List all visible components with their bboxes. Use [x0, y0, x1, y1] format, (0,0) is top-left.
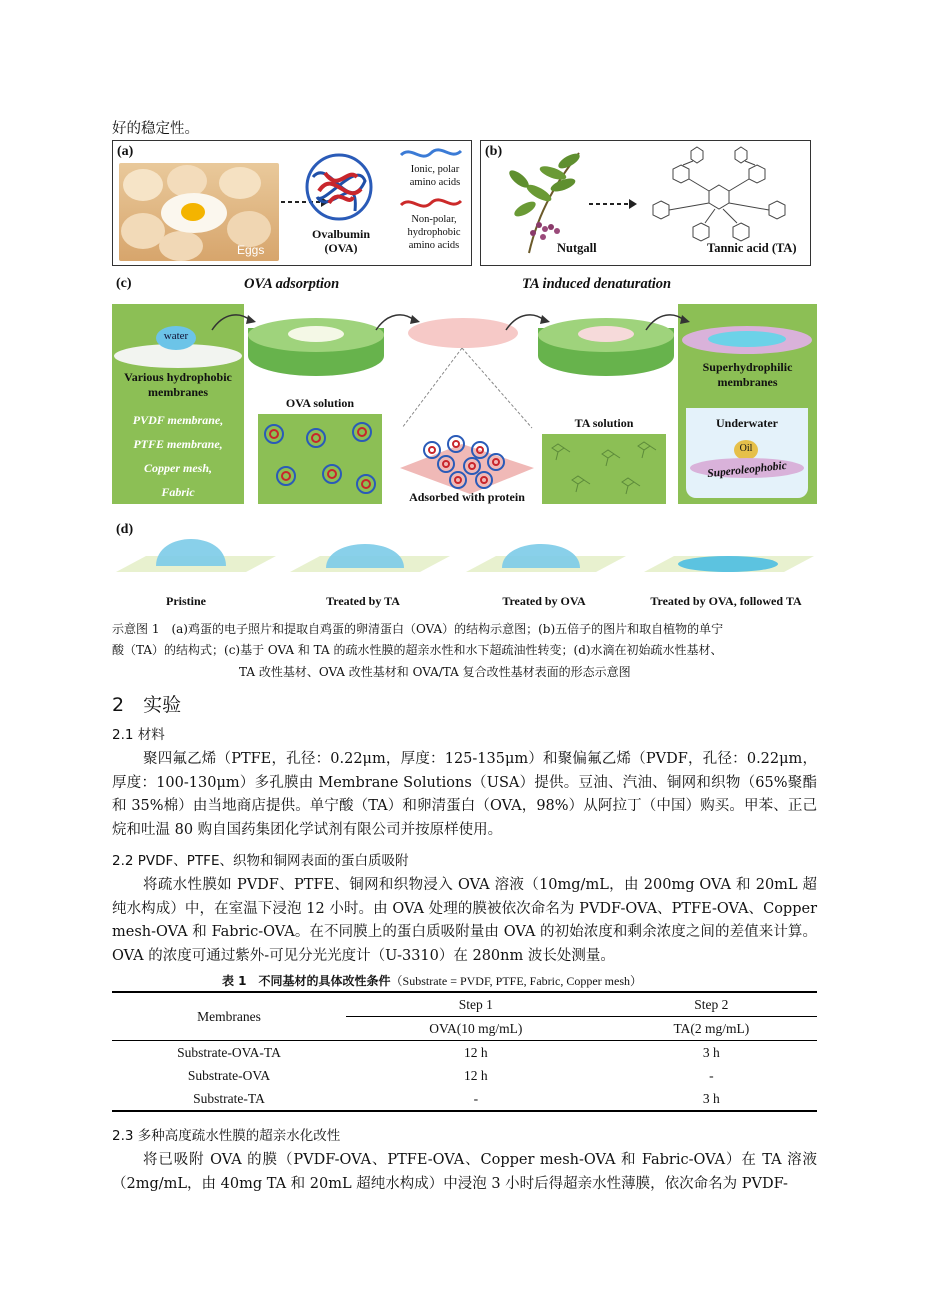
treated-ova-ta-label: Treated by OVA, followed TA: [650, 594, 802, 608]
row-step1: 12 h: [464, 1067, 488, 1083]
eggs-label: Eggs: [237, 243, 265, 257]
tannic-acid-structure-icon: [641, 145, 801, 243]
figure-caption-line1: 示意图 1 (a)鸡蛋的电子照片和提取自鸡蛋的卵清蛋白（OVA）的结构示意图；(b)五倍子的图片和取自植物的单宁: [112, 622, 724, 636]
table-row: [112, 1064, 817, 1087]
droplet-pristine-icon: [116, 522, 276, 582]
panel-d-label: (d): [116, 522, 134, 537]
nonpolar-wave-icon: [399, 195, 463, 211]
nonpolar-legend: Non-polar, hydrophobic amino acids: [407, 214, 461, 251]
ta-solution-box: [542, 416, 666, 504]
panel-c: [112, 274, 817, 510]
ova-structure-icon: [299, 147, 379, 227]
treated-ova-label: Treated by OVA: [502, 594, 586, 608]
intro-line: 好的稳定性。: [112, 121, 199, 137]
droplet-ova-icon: [466, 522, 626, 582]
superhydrophilic-box: [678, 304, 817, 504]
subsection-2-1-heading: 2.1 材料: [112, 727, 165, 743]
panel-d: [112, 520, 817, 612]
droplet-ta-icon: [290, 522, 450, 582]
arrow-icon: [644, 310, 692, 334]
panel-a: [112, 140, 472, 266]
subsection-2-3-heading: 2.3 多种高度疏水性膜的超亲水化改性: [112, 1128, 341, 1144]
section-heading: 2 实验: [112, 694, 182, 716]
row-name: Substrate-OVA: [187, 1067, 271, 1083]
table-caption-title: 表 1 不同基材的具体改性条件: [222, 974, 391, 988]
adsorbed-protein-icon: [392, 348, 542, 498]
materials-paragraph: 聚四氟乙烯（PTFE，孔径：0.22μm，厚度：125-135μm）和聚偏氟乙烯（PVDF，孔径：0.22μm，厚度：100-130μm）多孔膜由 Membrane Solutions（USA）提供。豆油、汽油、铜网和织物（65%聚酯和 35%棉）由当地商店提供。单宁酸（TA）和卵清蛋白（OVA，98%）从阿拉丁（中国）购买。甲苯、正己烷和吐温 80 购自国药集团化学试剂有限公司并按原样使用。: [112, 751, 817, 838]
arrow-icon: [210, 310, 258, 334]
superhydrophilic-title: Superhydrophilic membranes: [702, 360, 793, 389]
arrow-icon: [504, 310, 552, 334]
ova-label: Ovalbumin (OVA): [311, 227, 371, 255]
ta-solution-label: TA solution: [574, 416, 634, 430]
adsorbed-membrane: [408, 318, 518, 348]
header-step2-sub: TA(2 mg/mL): [673, 1020, 750, 1036]
superoleophobic-label: Superoleophobic: [706, 459, 788, 481]
ova-solution-box: [258, 396, 382, 504]
ova-adsorption-title: OVA adsorption: [244, 276, 340, 292]
oil-label: Oil: [739, 443, 753, 454]
ta-denaturation-title: TA induced denaturation: [522, 276, 672, 292]
modification-conditions-table: [112, 991, 817, 1112]
membrane-types-list: PVDF membrane, PTFE membrane, Copper mesh, Fabric: [132, 413, 224, 499]
eggs-photo: [119, 163, 279, 261]
pristine-label: Pristine: [166, 594, 206, 608]
row-name: Substrate-TA: [193, 1090, 265, 1106]
table-caption-detail: （Substrate = PVDF, PTFE, Fabric, Copper mesh）: [390, 974, 642, 988]
arrow-icon: [374, 310, 422, 334]
ova-solution-label: OVA solution: [285, 396, 355, 410]
panel-b: [480, 140, 811, 266]
panel-c-label: (c): [116, 276, 132, 291]
various-membranes-title: Various hydrophobic membranes: [124, 370, 232, 399]
droplet-ova-ta-icon: [644, 522, 814, 582]
row-step1: 12 h: [464, 1044, 488, 1060]
ova-dish: [248, 318, 384, 378]
water-label: water: [163, 330, 189, 342]
figure-caption-line2: 酸（TA）的结构式；(c)基于 OVA 和 TA 的疏水性膜的超亲水性和水下超疏油性转变；(d)水滴在初始疏水性基材、: [112, 643, 723, 657]
panel-b-label: (b): [485, 144, 503, 159]
table-caption: [222, 972, 642, 989]
table-row: [112, 1087, 817, 1111]
row-name: Substrate-OVA-TA: [177, 1044, 281, 1060]
underwater-label: Underwater: [716, 416, 778, 430]
hydrophobic-membranes-box: [112, 304, 244, 504]
adsorbed-label: Adsorbed with protein: [409, 490, 525, 504]
panel-a-label: (a): [117, 144, 134, 159]
figure-caption-line3: TA 改性基材、OVA 改性基材和 OVA/TA 复合改性基材表面的形态示意图: [239, 665, 631, 679]
row-step2: 3 h: [702, 1044, 720, 1060]
header-step2: Step 2: [606, 992, 817, 1017]
row-step2: 3 h: [702, 1090, 720, 1106]
row-step2: -: [709, 1067, 714, 1083]
nutgall-label: Nutgall: [557, 241, 597, 255]
underwater-beaker: [686, 408, 808, 498]
row-step1: -: [473, 1090, 479, 1106]
treated-ta-label: Treated by TA: [326, 594, 400, 608]
ova-particles-icon: [258, 414, 382, 504]
polar-wave-icon: [399, 145, 463, 161]
table-row: [112, 1041, 817, 1065]
ta-molecules-icon: [542, 434, 666, 504]
arrow-icon: [587, 197, 639, 211]
subsection-2-2-heading: 2.2 PVDF、PTFE、织物和铜网表面的蛋白质吸附: [112, 853, 409, 869]
header-step1: Step 1: [346, 992, 606, 1017]
superhydrophilic-paragraph: 将已吸附 OVA 的膜（PVDF-OVA、PTFE-OVA、Copper mesh-OVA 和 Fabric-OVA）在 TA 溶液（2mg/mL，由 40mg TA 和 20mL 超纯水构成）中浸泡 3 小时后得超亲水性薄膜，依次命名为 PVDF-: [112, 1152, 817, 1192]
header-step1-sub: OVA(10 mg/mL): [429, 1020, 523, 1036]
adsorption-paragraph: 将疏水性膜如 PVDF、PTFE、铜网和织物浸入 OVA 溶液（10mg/mL，由 200mg OVA 和 20mL 超纯水构成）中，在室温下浸泡 12 小时。由 OVA 处理的膜被依次命名为 PVDF-OVA、PTFE-OVA、Copper mesh-OVA 和 Fabric-OVA。在不同膜上的蛋白质吸附量由 OVA 的初始浓度和剩余浓度之间的差值来计算。OVA 的浓度可通过紫外-可见分光光度计（U-3310）在 280nm 波长处测量。: [112, 877, 817, 964]
polar-legend: Ionic, polar amino acids: [409, 164, 461, 188]
header-membranes: Membranes: [112, 992, 346, 1041]
tannic-acid-label: Tannic acid (TA): [707, 241, 797, 255]
